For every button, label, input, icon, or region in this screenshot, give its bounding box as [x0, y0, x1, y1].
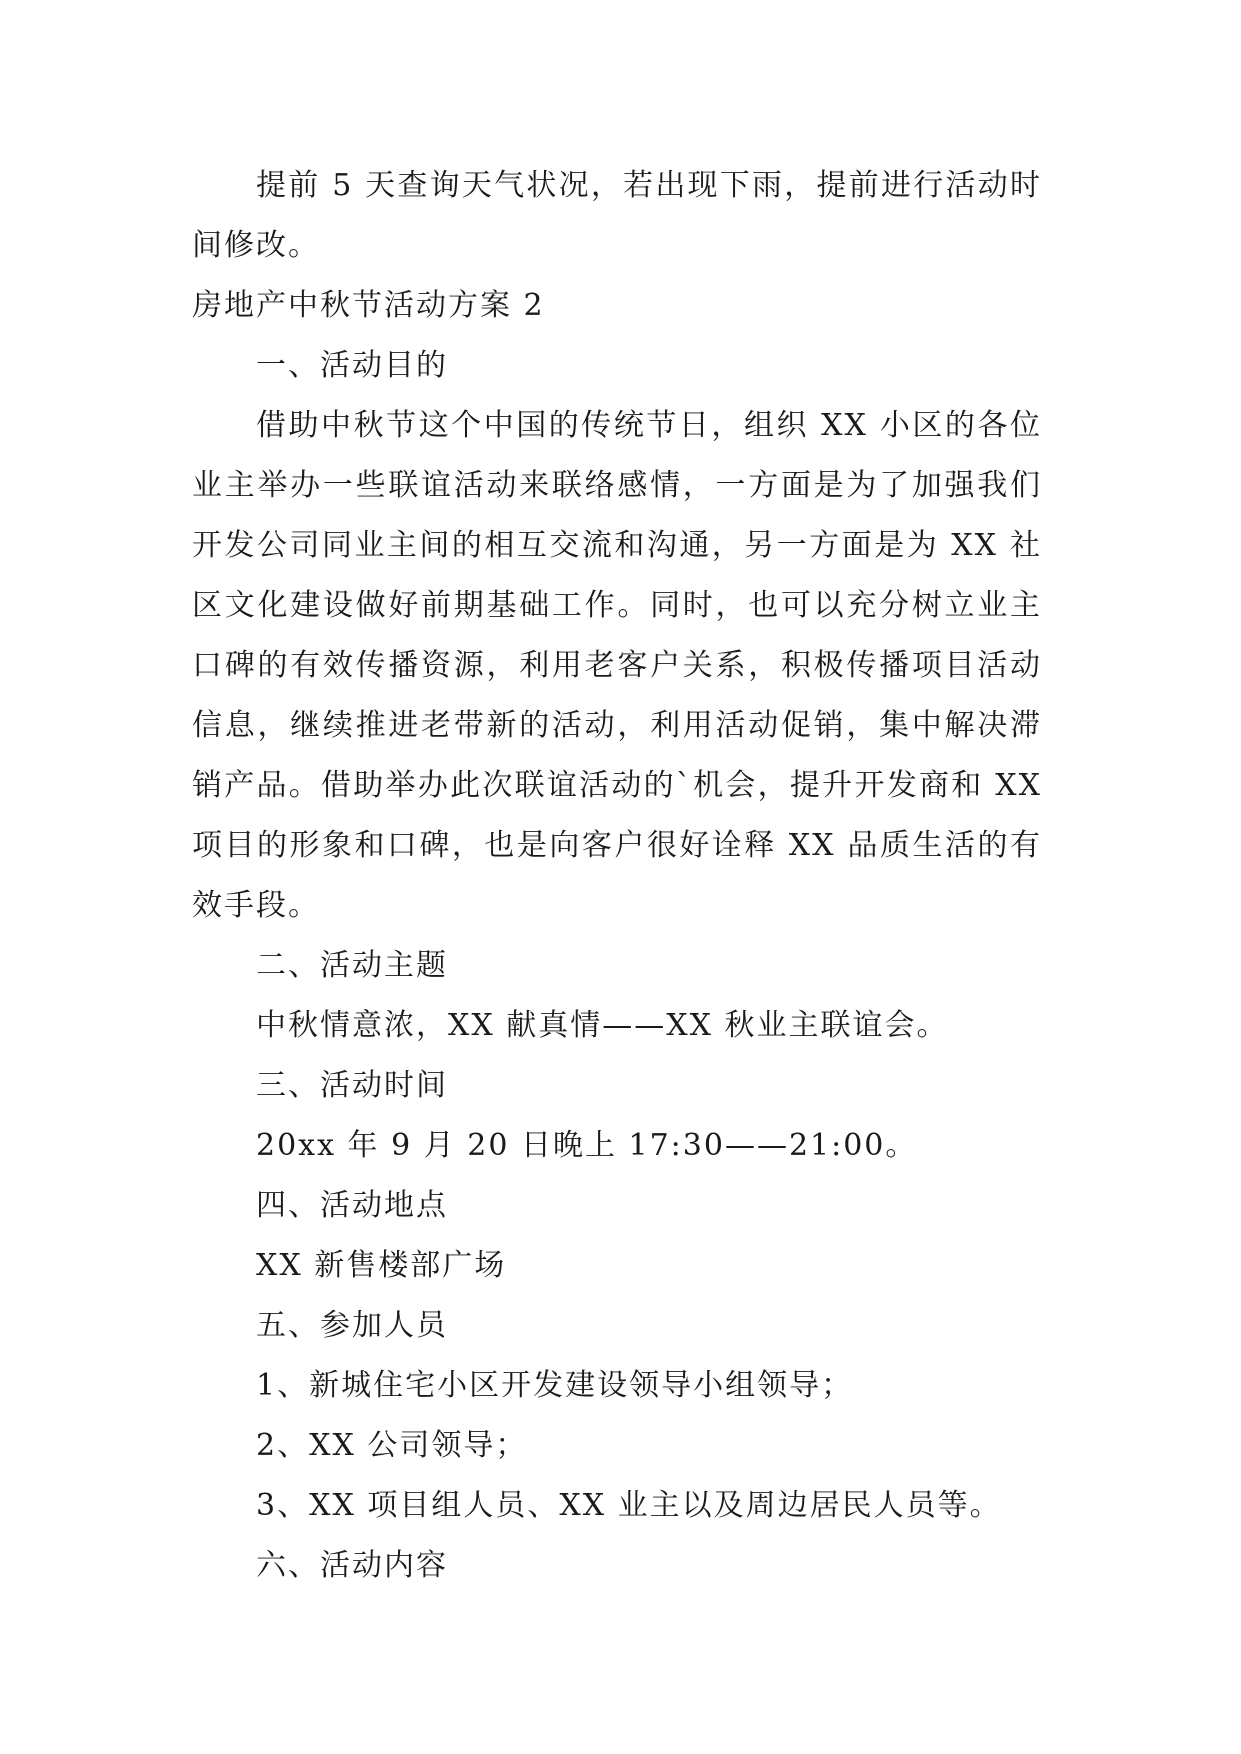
paragraph-line: 效手段。 [192, 888, 320, 923]
paragraph-line: 销产品。借助举办此次联谊活动的`机会，提升开发商和 XX [192, 768, 1042, 803]
section-heading: 三、活动时间 [256, 1068, 448, 1103]
section-heading: 五、参加人员 [256, 1308, 448, 1343]
paragraph-line: 中秋情意浓，XX 献真情——XX 秋业主联谊会。 [256, 1008, 949, 1043]
section-heading: 六、活动内容 [256, 1548, 448, 1583]
paragraph-line: 口碑的有效传播资源，利用老客户关系，积极传播项目活动 [192, 648, 1042, 683]
section-heading: 一、活动目的 [256, 348, 448, 383]
list-item: 1、新城住宅小区开发建设领导小组领导； [256, 1368, 854, 1403]
paragraph-line: 业主举办一些联谊活动来联络感情，一方面是为了加强我们 [192, 468, 1042, 503]
paragraph-line: 提前 5 天查询天气状况，若出现下雨，提前进行活动时 [256, 168, 1042, 203]
paragraph-line: XX 新售楼部广场 [256, 1248, 507, 1283]
section-heading: 四、活动地点 [256, 1188, 448, 1223]
list-item: 2、XX 公司领导； [256, 1428, 528, 1463]
paragraph-line: 20xx 年 9 月 20 日晚上 17:30——21:00。 [256, 1128, 918, 1163]
section-heading: 二、活动主题 [256, 948, 448, 983]
paragraph-line: 项目的形象和口碑，也是向客户很好诠释 XX 品质生活的有 [192, 828, 1042, 863]
section-title: 房地产中秋节活动方案 2 [192, 288, 545, 323]
paragraph-line: 区文化建设做好前期基础工作。同时，也可以充分树立业主 [192, 588, 1042, 623]
paragraph-line: 开发公司同业主间的相互交流和沟通，另一方面是为 XX 社 [192, 528, 1042, 563]
list-item: 3、XX 项目组人员、XX 业主以及周边居民人员等。 [256, 1488, 1002, 1523]
paragraph-line: 信息，继续推进老带新的活动，利用活动促销，集中解决滞 [192, 708, 1042, 743]
paragraph-line: 借助中秋节这个中国的传统节日，组织 XX 小区的各位 [256, 408, 1042, 443]
paragraph-line: 间修改。 [192, 228, 320, 263]
